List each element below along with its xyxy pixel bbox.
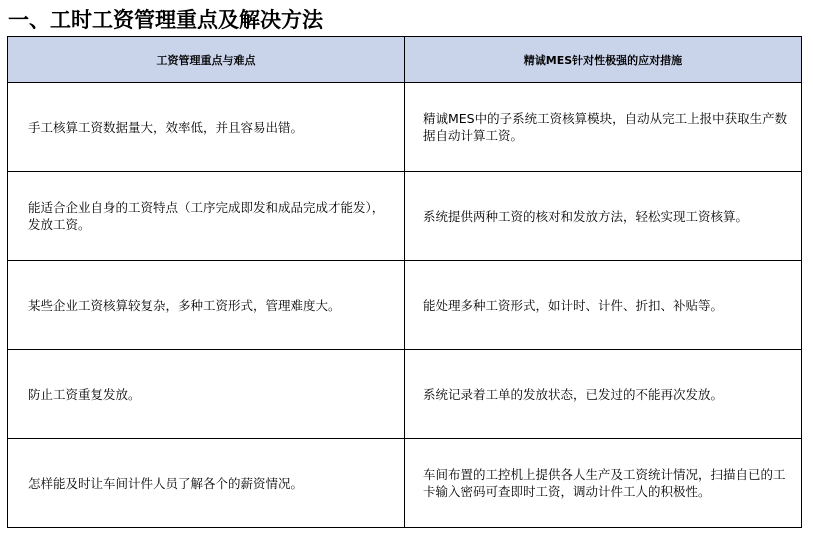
issue-cell: 某些企业工资核算较复杂，多种工资形式，管理难度大。 xyxy=(8,261,405,350)
solution-cell: 系统记录着工单的发放状态，已发过的不能再次发放。 xyxy=(405,350,802,439)
issue-cell: 能适合企业自身的工资特点（工序完成即发和成品完成才能发），发放工资。 xyxy=(8,172,405,261)
table-row xyxy=(8,350,802,439)
issue-cell: 防止工资重复发放。 xyxy=(8,350,405,439)
table-row xyxy=(8,261,802,350)
solution-cell: 精诚MES中的子系统工资核算模块，自动从完工上报中获取生产数据自动计算工资。 xyxy=(405,83,802,172)
issue-cell: 怎样能及时让车间计件人员了解各个的薪资情况。 xyxy=(8,439,405,528)
solution-cell: 系统提供两种工资的核对和发放方法，轻松实现工资核算。 xyxy=(405,172,802,261)
table-row xyxy=(8,439,802,528)
table-row xyxy=(8,172,802,261)
page-title: 一、工时工资管理重点及解决方法 xyxy=(8,8,323,32)
solution-cell: 车间布置的工控机上提供各人生产及工资统计情况，扫描自已的工卡输入密码可查即时工资，调动计件工人的积极性。 xyxy=(405,439,802,528)
issue-cell: 手工核算工资数据量大，效率低，并且容易出错。 xyxy=(8,83,405,172)
column-header-issues: 工资管理重点与难点 xyxy=(8,37,405,83)
salary-management-table xyxy=(7,36,802,528)
table-header-row xyxy=(8,37,802,83)
column-header-solutions: 精诚MES针对性极强的应对措施 xyxy=(405,37,802,83)
table-row xyxy=(8,83,802,172)
solution-cell: 能处理多种工资形式，如计时、计件、折扣、补贴等。 xyxy=(405,261,802,350)
